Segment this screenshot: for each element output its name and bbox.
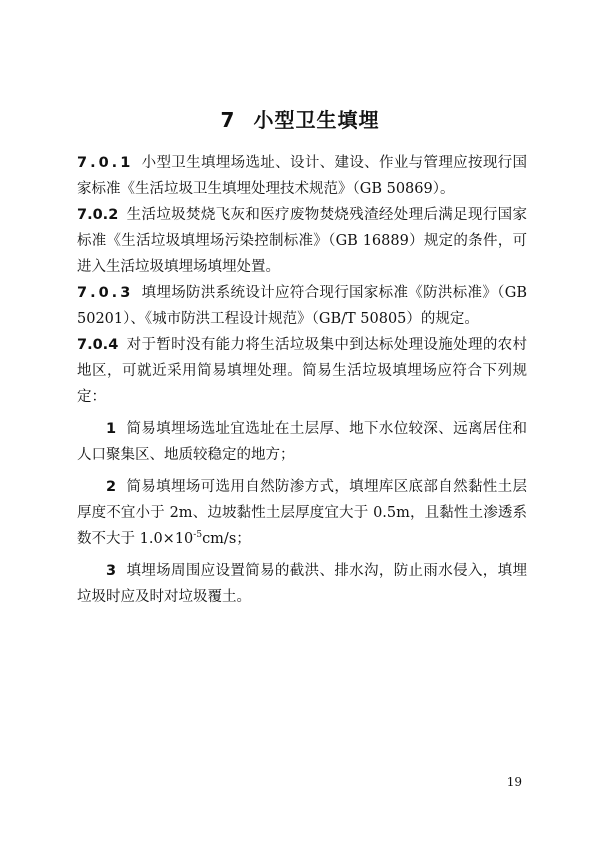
chapter-number: 7 [220, 108, 236, 132]
clause-number: 7.0.2 [77, 207, 119, 223]
item-number: 1 [106, 421, 117, 437]
item-text-after: cm/s； [202, 531, 251, 547]
clause-number: 7.0.3 [77, 285, 134, 301]
page-number: 19 [506, 775, 522, 789]
list-item [77, 416, 527, 468]
clause-text: 填埋场防洪系统设计应符合现行国家标准《防洪标准》（GB 50201）、《城市防洪工程设计规范》（GB/T 50805）的规定。 [77, 285, 527, 327]
list-item [77, 474, 527, 552]
clause-number: 7.0.4 [77, 337, 119, 353]
document-body [77, 150, 527, 610]
clause-text: 小型卫生填埋场选址、设计、建设、作业与管理应按现行国家标准《生活垃圾卫生填埋处理技术规范》（GB 50869）。 [77, 155, 527, 197]
clause-7-0-2 [77, 202, 527, 280]
item-text: 填埋场周围应设置简易的截洪、排水沟，防止雨水侵入，填埋垃圾时应及时对垃圾覆土。 [77, 563, 527, 605]
item-text: 简易填埋场选址宜选址在土层厚、地下水位较深、远离居住和人口聚集区、地质较稳定的地方； [77, 421, 527, 463]
clause-number: 7.0.1 [77, 155, 134, 171]
item-text-before: 简易填埋场可选用自然防渗方式，填埋库区底部自然黏性土层厚度不宜小于 2m、边坡黏性土层厚度宜大于 0.5m，且黏性土渗透系数不大于 1.0×10 [77, 479, 527, 547]
clause-text: 对于暂时没有能力将生活垃圾集中到达标处理设施处理的农村地区，可就近采用简易填埋处理。简易生活垃圾填埋场应符合下列规定： [77, 337, 527, 405]
clause-text: 生活垃圾焚烧飞灰和医疗废物焚烧残渣经处理后满足现行国家标准《生活垃圾填埋场污染控制标准》（GB 16889）规定的条件，可进入生活垃圾填埋场填埋处置。 [77, 207, 527, 275]
clause-7-0-4 [77, 332, 527, 410]
clause-7-0-1 [77, 150, 527, 202]
list-item [77, 558, 527, 610]
chapter-title [0, 106, 600, 134]
exponent: -5 [193, 530, 203, 541]
item-number: 3 [106, 563, 117, 579]
clause-7-0-3 [77, 280, 527, 332]
chapter-title-text: 小型卫生填埋 [253, 108, 380, 132]
item-number: 2 [106, 479, 117, 495]
